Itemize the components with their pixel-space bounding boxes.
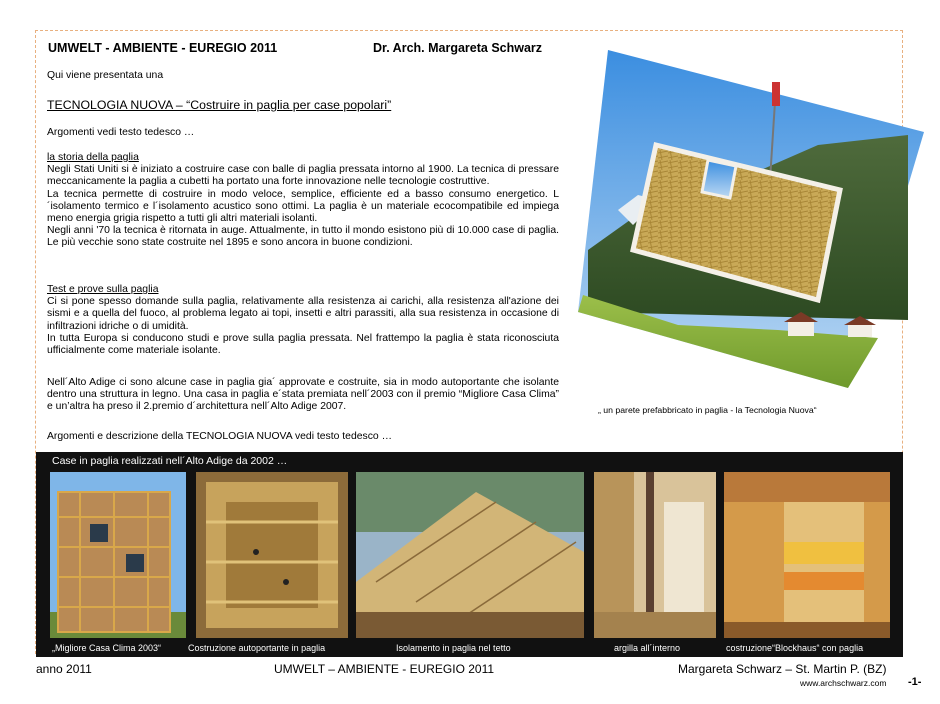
page-number: -1- bbox=[908, 676, 922, 688]
caption-self-supporting: Costruzione autoportante in paglia bbox=[188, 643, 326, 653]
footer-year: anno 2011 bbox=[36, 662, 92, 676]
photo-blockhaus bbox=[724, 472, 890, 638]
intro-arguments: Argomenti vedi testo tedesco … bbox=[47, 127, 195, 138]
footer-author: Margareta Schwarz – St. Martin P. (BZ) bbox=[678, 662, 887, 676]
tests-heading: Test e prove sulla paglia bbox=[47, 284, 159, 295]
history-p3: Negli anni '70 la tecnica è ritornata in auge. Attualmente, in tutto il mondo esistono più di 10.000 case di paglia. Le più vecchie sono state costruite nel 1895 e sono ancora in buone condizioni. bbox=[47, 225, 559, 249]
main-photo-straw-panel bbox=[578, 50, 924, 388]
footer-website[interactable]: www.archschwarz.com bbox=[800, 678, 887, 688]
photo-self-supporting bbox=[196, 472, 348, 638]
main-photo-caption: „ un parete prefabbricato in paglia - la Tecnologia Nuova“ bbox=[598, 405, 817, 415]
header-title: UMWELT - AMBIENTE - EUREGIO 2011 bbox=[48, 41, 278, 55]
section-alto-adige: Nell´Alto Adige ci sono alcune case in paglia gia´ approvate e costruite, sia in modo autoportante che isolante dentro una struttura in legno. Una casa in paglia e´stata premiata nell´2003 con il premio “Migliore Casa Clima” e un’altra ha preso il 2.premio d´architettura nell´Alto Adige 2007. bbox=[47, 377, 559, 413]
section-tests bbox=[47, 284, 559, 357]
photo-strip-title: Case in paglia realizzati nell´Alto Adige da 2002 … bbox=[52, 455, 288, 467]
history-heading: la storia della paglia bbox=[47, 152, 139, 163]
history-p1: Negli Stati Uniti si è iniziato a costruire case con balle di paglia pressata intorno al 1900. La tecnica di pressare meccanicamente la paglia a cubetti ha portato una forte innovazione nelle tecnologie costruttive. bbox=[47, 164, 559, 188]
caption-blockhaus: costruzione“Blockhaus“ con paglia bbox=[726, 643, 864, 653]
footer-event: UMWELT – AMBIENTE - EUREGIO 2011 bbox=[274, 662, 495, 676]
caption-clay-interior: argilla all´interno bbox=[614, 643, 681, 653]
caption-roof-insulation: Isolamento in paglia nel tetto bbox=[396, 643, 511, 653]
section-history bbox=[47, 152, 559, 250]
closing-arguments: Argomenti e descrizione della TECNOLOGIA NUOVA vedi testo tedesco … bbox=[47, 431, 392, 442]
photo-clay-interior bbox=[594, 472, 716, 638]
caption-climate-house: „Migliore Casa Clima 2003“ bbox=[52, 643, 162, 653]
intro-line: Qui viene presentata una bbox=[47, 70, 164, 81]
main-title: TECNOLOGIA NUOVA – “Costruire in paglia per case popolari” bbox=[47, 98, 392, 112]
tests-p2: In tutta Europa si conducono studi e prove sulla paglia pressata. Nel frattempo la paglia è stata riconosciuta ufficialmente come materiale isolante. bbox=[47, 332, 559, 357]
photo-climate-house bbox=[50, 472, 186, 638]
header-author: Dr. Arch. Margareta Schwarz bbox=[373, 41, 543, 55]
tests-p1: Ci si pone spesso domande sulla paglia, relativamente alla resistenza ai carichi, alla resistenza all'azione dei sismi e a quella del fuoco, al problema legato ai topi, insetti e altri parassiti, alla sua resistenza in occasione di infiltrazioni idriche o di umidità. bbox=[47, 296, 559, 332]
photo-roof-insulation bbox=[356, 472, 584, 638]
history-p2: La tecnica permette di costruire in modo veloce, semplice, efficiente ed a basso consumo energetico. L´isolamento termico e l´isolamento acustico sono ottimi. La paglia è un materiale ecocompatibile ed impiega meno energia grigia rispetto a tutti gli altri materiali isolanti. bbox=[47, 188, 559, 225]
